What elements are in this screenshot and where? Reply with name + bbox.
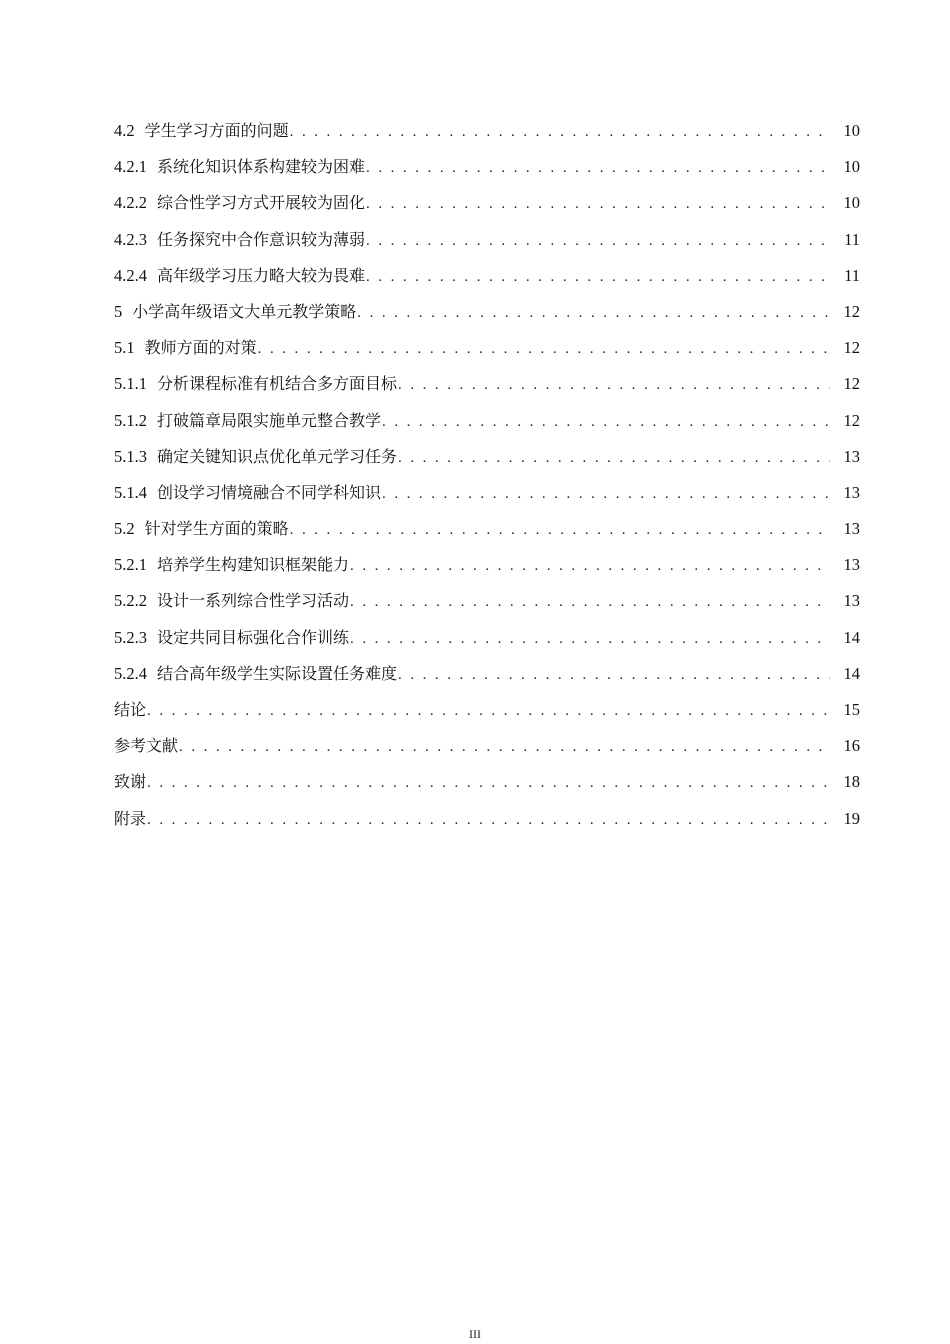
toc-entry-page: 14: [843, 627, 860, 647]
toc-entry-title: 培养学生构建知识框架能力: [157, 555, 350, 575]
toc-entry-page: 13: [843, 519, 860, 539]
toc-entry-page: 12: [843, 410, 860, 430]
toc-entry-page: 13: [843, 591, 860, 611]
toc-dot-leader: [258, 331, 830, 367]
toc-entry-number: 5.2.4: [114, 663, 147, 683]
toc-entry-page: 10: [843, 157, 860, 177]
toc-entry-page: 11: [844, 265, 860, 285]
toc-entry-title: 综合性学习方式开展较为固化: [157, 193, 366, 213]
toc-dot-leader: [382, 404, 830, 440]
toc-entry-number: 5.2.2: [114, 591, 147, 611]
toc-entry-title: 确定关键知识点优化单元学习任务: [157, 446, 398, 466]
toc-entry-page: 13: [843, 555, 860, 575]
toc-entry[interactable]: [114, 366, 860, 402]
toc-entry-title: 结合高年级学生实际设置任务难度: [157, 663, 398, 683]
toc-entry-title: 附录: [114, 808, 147, 828]
toc-entry-number: 4.2.1: [114, 157, 147, 177]
toc-dot-leader: [366, 150, 830, 186]
toc-entry-title: 结论: [114, 700, 147, 719]
toc-entry-title: 设定共同目标强化合作训练: [157, 627, 350, 647]
toc-entry-page: 12: [843, 374, 860, 394]
toc-entry[interactable]: [114, 728, 860, 764]
toc-entry-title: 高年级学习压力略大较为畏难: [157, 265, 366, 285]
toc-entry[interactable]: [114, 113, 860, 149]
toc-entry-title: 分析课程标准有机结合多方面目标: [157, 374, 398, 394]
toc-entry-number: 4.2.2: [114, 193, 147, 213]
toc-entry-title: 任务探究中合作意识较为薄弱: [157, 229, 366, 249]
toc-entry-page: 14: [843, 663, 860, 683]
toc-entry-page: 11: [844, 229, 860, 249]
toc-entry-number: 5.1.1: [114, 374, 147, 394]
toc-entry[interactable]: [114, 801, 860, 837]
toc-entry[interactable]: [114, 330, 860, 366]
toc-dot-leader: [366, 223, 830, 259]
toc-entry-page: 15: [843, 700, 860, 719]
toc-entry[interactable]: [114, 656, 860, 692]
toc-entry-title: 教师方面的对策: [144, 338, 257, 358]
toc-entry-number: 5.1.2: [114, 410, 147, 430]
toc-dot-leader: [350, 621, 830, 657]
toc-entry[interactable]: [114, 692, 860, 728]
toc-entry-title: 创设学习情境融合不同学科知识: [157, 482, 382, 502]
toc-entry[interactable]: [114, 511, 860, 547]
toc-entry[interactable]: [114, 475, 860, 511]
toc-entry-page: 13: [843, 482, 860, 502]
toc-entry-number: 5.2: [114, 519, 135, 539]
toc-entry[interactable]: [114, 403, 860, 439]
toc-dot-leader: [357, 295, 830, 331]
toc-entry-number: 4.2.3: [114, 229, 147, 249]
toc-dot-leader: [350, 548, 830, 584]
toc-entry[interactable]: [114, 185, 860, 221]
toc-entry-page: 16: [843, 736, 860, 756]
toc-entry-page: 12: [843, 338, 860, 358]
toc-entry-title: 针对学生方面的策略: [144, 519, 289, 539]
toc-dot-leader: [147, 765, 830, 801]
toc-entry-page: 10: [843, 121, 860, 140]
toc-entry-page: 19: [843, 808, 860, 828]
toc-dot-leader: [398, 440, 830, 476]
toc-entry-title: 参考文献: [114, 736, 179, 756]
toc-entry[interactable]: [114, 439, 860, 475]
toc-entry[interactable]: [114, 547, 860, 583]
toc-dot-leader: [147, 802, 830, 838]
toc-entry[interactable]: [114, 222, 860, 258]
toc-entry-title: 小学高年级语文大单元教学策略: [132, 301, 357, 321]
toc-entry-number: 4.2: [114, 121, 135, 140]
toc-dot-leader: [290, 512, 830, 548]
toc-entry-title: 打破篇章局限实施单元整合教学: [157, 410, 382, 430]
toc-dot-leader: [398, 657, 830, 693]
toc-dot-leader: [382, 476, 830, 512]
toc-entry-number: 5.1.4: [114, 482, 147, 502]
toc-entry[interactable]: [114, 294, 860, 330]
toc-dot-leader: [366, 259, 830, 295]
toc-entry-title: 学生学习方面的问题: [144, 121, 289, 140]
toc-entry[interactable]: [114, 258, 860, 294]
toc-entry[interactable]: [114, 583, 860, 619]
toc-entry-number: 5.1: [114, 338, 135, 358]
toc-entry[interactable]: [114, 764, 860, 800]
toc-dot-leader: [398, 367, 830, 403]
toc-entry-number: 5.2.1: [114, 555, 147, 575]
toc-entry-page: 18: [843, 772, 860, 792]
toc-dot-leader: [290, 114, 830, 150]
toc-entry-title: 设计一系列综合性学习活动: [157, 591, 350, 611]
toc-entry[interactable]: [114, 620, 860, 656]
page-footer-number: III: [469, 1327, 481, 1341]
toc-entry-title: 致谢: [114, 772, 147, 792]
toc-entry[interactable]: [114, 149, 860, 185]
toc-entry-number: 4.2.4: [114, 265, 147, 285]
toc-dot-leader: [366, 186, 830, 222]
toc-entry-number: 5.1.3: [114, 446, 147, 466]
toc-entry-page: 12: [843, 301, 860, 321]
table-of-contents: [114, 113, 860, 837]
toc-entry-page: 10: [843, 193, 860, 213]
toc-dot-leader: [147, 693, 830, 729]
toc-dot-leader: [179, 729, 830, 765]
toc-entry-number: 5.2.3: [114, 627, 147, 647]
toc-entry-title: 系统化知识体系构建较为困难: [157, 157, 366, 177]
toc-entry-number: 5: [114, 301, 123, 321]
toc-dot-leader: [350, 584, 830, 620]
toc-entry-page: 13: [843, 446, 860, 466]
